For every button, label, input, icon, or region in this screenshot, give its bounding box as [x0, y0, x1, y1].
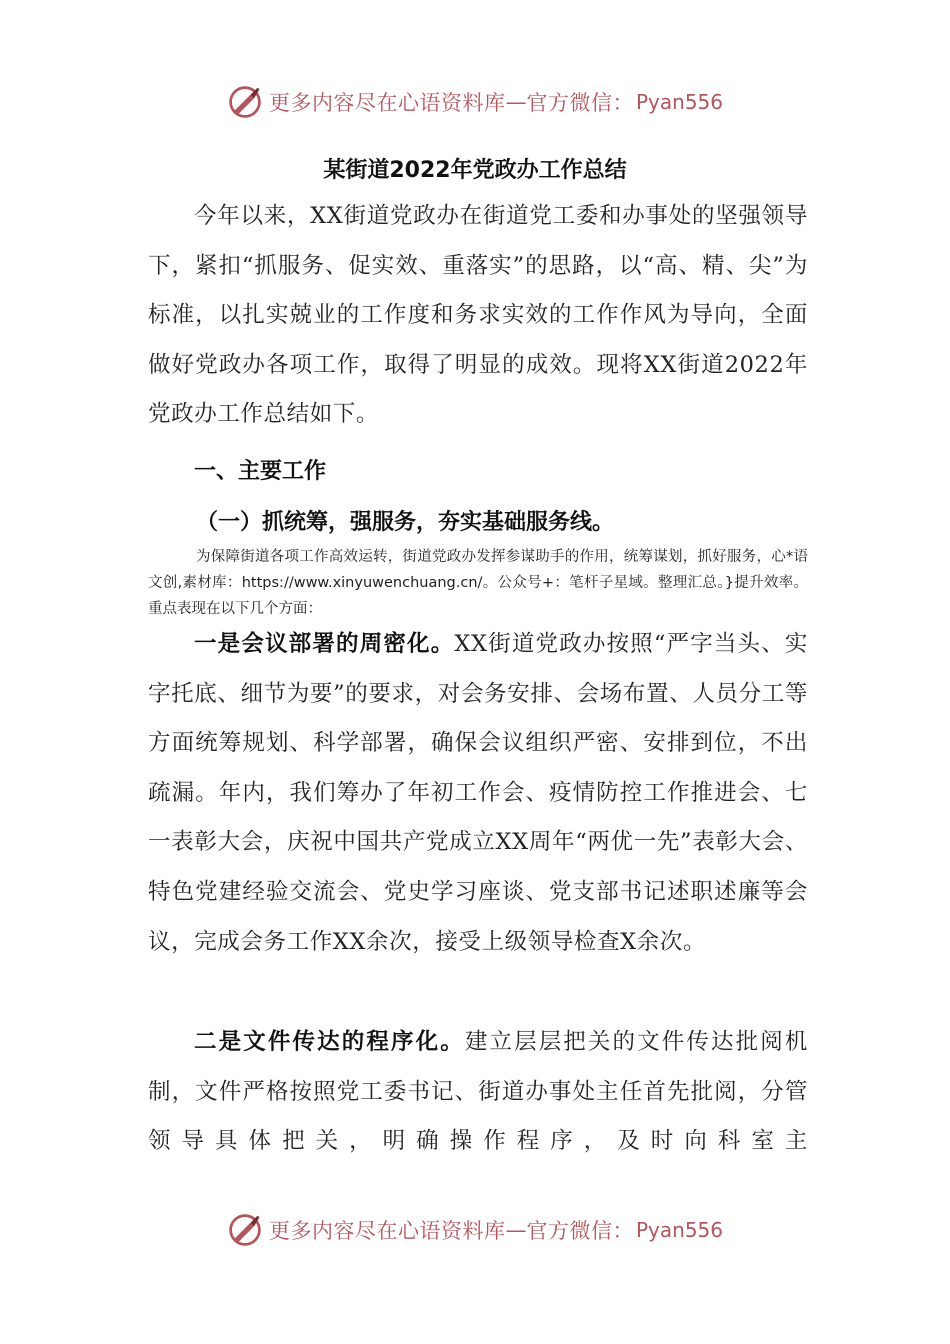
- banner-text: 更多内容尽在心语资料库: [268, 91, 506, 115]
- banner-label: 官方微信：: [526, 1219, 634, 1243]
- pen-logo-icon: [227, 84, 263, 120]
- header-banner: [0, 80, 950, 124]
- item-one-body: XX街道党政办按照“严字当头、实字托底、细节为要”的要求，对会务安排、会场布置、人员分工等方面统筹规划、科学部署，确保会议组织严密、安排到位，不出疏漏。年内，我们筹办了年初工作会、疫情防控工作推进会、七一表彰大会，庆祝中国共产党成立XX周年“两优一先”表彰大会、特色党建经验交流会、党史学习座谈、党支部书记述职述廉等会议，完成会务工作XX余次，接受上级领导检查X余次。: [148, 631, 808, 955]
- footer-banner: [0, 1208, 950, 1252]
- item-one-paragraph: [148, 620, 808, 967]
- banner-wechat-id: Pyan556: [635, 90, 723, 114]
- banner-label: 官方微信：: [526, 91, 634, 115]
- intro-paragraph: 今年以来，XX街道党政办在街道党工委和办事处的坚强领导下，紧扣“抓服务、促实效、重落实”的思路，以“高、精、尖”为标准，以扎实兢业的工作度和务求实效的工作作风为导向，全面做好党政办各项工作，取得了明显的成效。现将XX街道2022年党政办工作总结如下。: [148, 203, 808, 428]
- item-two-body: 建立层层把关的文件传达批阅机制，文件严格按照党工委书记、街道办事处主任首先批阅，分管领导具体把关，明确操作程序，及时向科室主: [148, 1029, 808, 1155]
- pen-logo-icon: [227, 1212, 263, 1248]
- item-one-lead: 一是会议部署的周密化。: [194, 631, 455, 657]
- banner-separator: —: [505, 90, 527, 114]
- item-two-paragraph: [148, 1018, 808, 1167]
- banner-wechat-id: Pyan556: [635, 1218, 723, 1242]
- section-heading: 一、主要工作: [194, 459, 327, 484]
- document-title: 某街道2022年党政办工作总结: [323, 158, 627, 183]
- banner-text: 更多内容尽在心语资料库: [268, 1219, 506, 1243]
- banner-separator: —: [505, 1218, 527, 1242]
- subsection-heading: （一）抓统筹，强服务，夯实基础服务线。: [196, 510, 615, 535]
- item-two-lead: 二是文件传达的程序化。: [194, 1029, 465, 1055]
- small-paragraph: 为保障街道各项工作高效运转，街道党政办发挥参谋助手的作用，统筹谋划，抓好服务，心*语文创,素材库：https://www.xinyuwenchuang.cn/。公众号+：笔杆子星域。整理汇总。}提升效率。重点表现在以下几个方面：: [148, 549, 808, 617]
